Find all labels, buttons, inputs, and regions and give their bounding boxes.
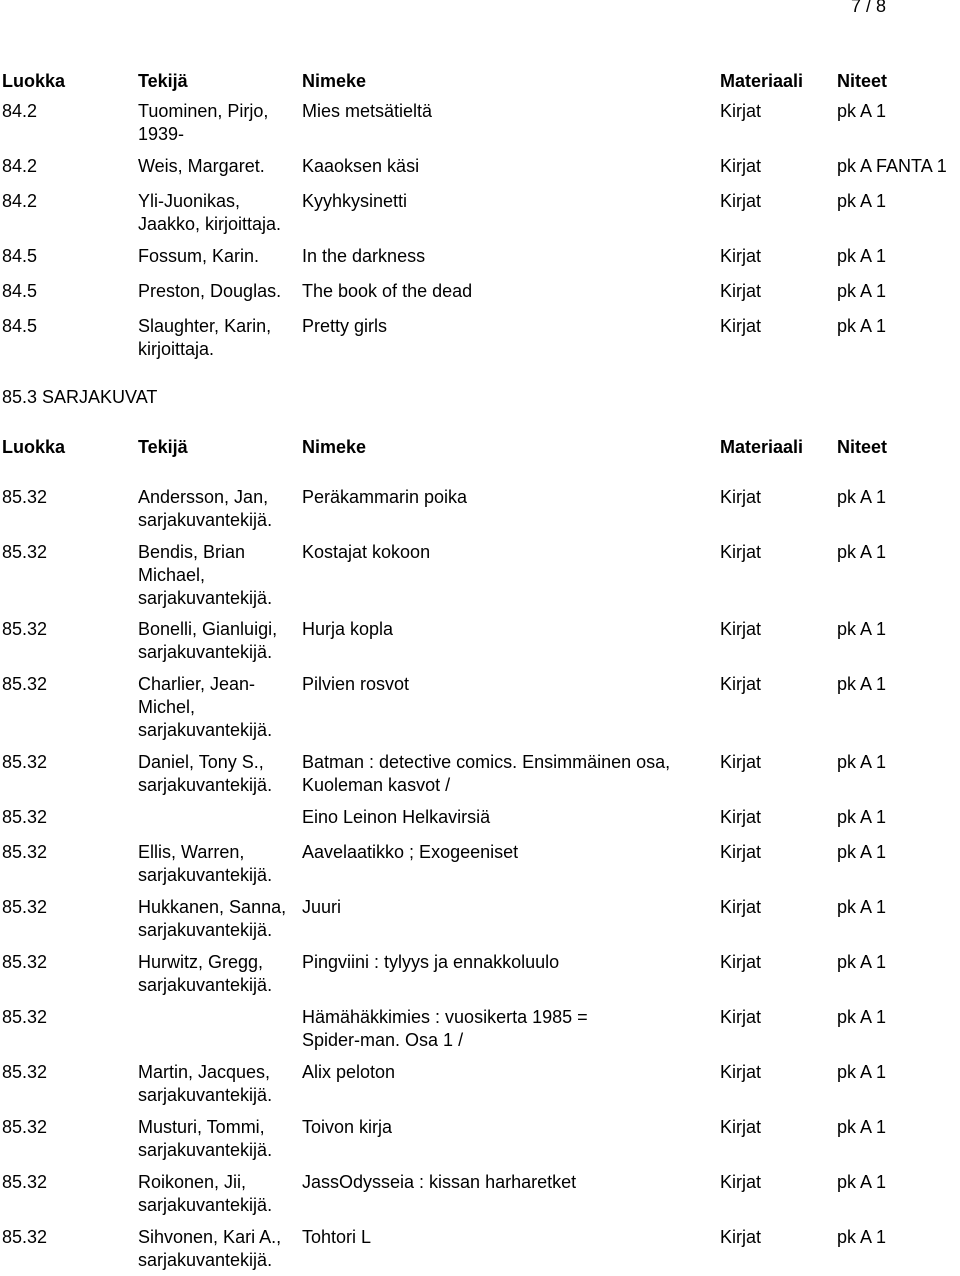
cell-tekija: Ellis, Warren, sarjakuvantekijä. — [138, 842, 273, 885]
cell-nimeke: Kostajat kokoon — [302, 542, 431, 562]
cell-materiaali: Kirjat — [720, 1227, 762, 1247]
cell-luokka: 84.2 — [2, 101, 38, 121]
table-row — [0, 951, 960, 1006]
table-row — [0, 806, 960, 841]
cell-luokka: 84.5 — [2, 246, 38, 266]
cell-nimeke: Hämähäkkimies : vuosikerta 1985 = Spider-man. Osa 1 / — [302, 1007, 588, 1050]
table-row — [0, 100, 960, 155]
cell-niteet: pk A 1 — [837, 1227, 887, 1247]
cell-tekija: Martin, Jacques, sarjakuvantekijä. — [138, 1062, 273, 1105]
cell-niteet: pk A 1 — [837, 191, 887, 211]
cell-materiaali: Kirjat — [720, 316, 762, 336]
cell-niteet: pk A 1 — [837, 1172, 887, 1192]
cell-nimeke: Mies metsätieltä — [302, 101, 433, 121]
table-row — [0, 486, 960, 541]
cell-niteet: pk A 1 — [837, 952, 887, 972]
cell-materiaali: Kirjat — [720, 1172, 762, 1192]
header-materiaali: Materiaali — [720, 71, 804, 91]
cell-niteet: pk A 1 — [837, 487, 887, 507]
cell-nimeke: Pilvien rosvot — [302, 674, 410, 694]
header-luokka: Luokka — [2, 437, 66, 457]
cell-materiaali: Kirjat — [720, 101, 762, 121]
header-niteet: Niteet — [837, 71, 888, 91]
cell-niteet: pk A FANTA 1 — [837, 156, 947, 176]
cell-nimeke: JassOdysseia : kissan harharetket — [302, 1172, 577, 1192]
cell-luokka: 85.32 — [2, 807, 48, 827]
header-materiaali: Materiaali — [720, 437, 804, 457]
table-header — [0, 70, 960, 100]
cell-luokka: 85.32 — [2, 752, 48, 772]
cell-luokka: 85.32 — [2, 674, 48, 694]
cell-materiaali: Kirjat — [720, 1007, 762, 1027]
cell-niteet: pk A 1 — [837, 807, 887, 827]
cell-luokka: 84.5 — [2, 316, 38, 336]
cell-luokka: 85.32 — [2, 542, 48, 562]
cell-niteet: pk A 1 — [837, 281, 887, 301]
cell-nimeke: Alix peloton — [302, 1062, 396, 1082]
cell-materiaali: Kirjat — [720, 246, 762, 266]
cell-nimeke: In the darkness — [302, 246, 426, 266]
cell-tekija: Musturi, Tommi, sarjakuvantekijä. — [138, 1117, 273, 1160]
cell-tekija: Daniel, Tony S., sarjakuvantekijä. — [138, 752, 273, 795]
cell-tekija: Andersson, Jan, sarjakuvantekijä. — [138, 487, 273, 530]
cell-luokka: 85.32 — [2, 487, 48, 507]
header-nimeke: Nimeke — [302, 71, 367, 91]
cell-luokka: 84.5 — [2, 281, 38, 301]
table-row — [0, 618, 960, 673]
cell-tekija: Preston, Douglas. — [138, 281, 282, 301]
cell-nimeke: Kyyhkysinetti — [302, 191, 408, 211]
cell-luokka: 85.32 — [2, 1117, 48, 1137]
cell-niteet: pk A 1 — [837, 752, 887, 772]
cell-tekija: Sihvonen, Kari A., sarjakuvantekijä. — [138, 1227, 282, 1270]
cell-luokka: 85.32 — [2, 1007, 48, 1027]
header-luokka: Luokka — [2, 71, 66, 91]
cell-tekija: Slaughter, Karin, kirjoittaja. — [138, 316, 272, 359]
cell-tekija: Hurwitz, Gregg, sarjakuvantekijä. — [138, 952, 273, 995]
table-section-2 — [0, 436, 960, 1276]
table-row — [0, 245, 960, 280]
cell-tekija: Tuominen, Pirjo, 1939- — [138, 101, 269, 144]
cell-niteet: pk A 1 — [837, 246, 887, 266]
table-header — [0, 436, 960, 486]
cell-luokka: 84.2 — [2, 191, 38, 211]
cell-tekija: Charlier, Jean-Michel, sarjakuvantekijä. — [138, 674, 273, 740]
cell-materiaali: Kirjat — [720, 752, 762, 772]
cell-niteet: pk A 1 — [837, 1062, 887, 1082]
cell-materiaali: Kirjat — [720, 619, 762, 639]
header-niteet: Niteet — [837, 437, 888, 457]
cell-nimeke: Eino Leinon Helkavirsiä — [302, 807, 491, 827]
table-row — [0, 841, 960, 896]
cell-nimeke: Hurja kopla — [302, 619, 394, 639]
cell-tekija: Roikonen, Jii, sarjakuvantekijä. — [138, 1172, 273, 1215]
cell-materiaali: Kirjat — [720, 952, 762, 972]
cell-nimeke: Peräkammarin poika — [302, 487, 468, 507]
table-row — [0, 541, 960, 618]
cell-luokka: 85.32 — [2, 952, 48, 972]
cell-tekija: Hukkanen, Sanna, sarjakuvantekijä. — [138, 897, 287, 940]
cell-niteet: pk A 1 — [837, 842, 887, 862]
cell-nimeke: Toivon kirja — [302, 1117, 393, 1137]
cell-luokka: 85.32 — [2, 842, 48, 862]
cell-materiaali: Kirjat — [720, 281, 762, 301]
cell-materiaali: Kirjat — [720, 1062, 762, 1082]
header-nimeke: Nimeke — [302, 437, 367, 457]
cell-nimeke: Aavelaatikko ; Exogeeniset — [302, 842, 519, 862]
cell-materiaali: Kirjat — [720, 487, 762, 507]
cell-niteet: pk A 1 — [837, 897, 887, 917]
cell-nimeke: The book of the dead — [302, 281, 473, 301]
cell-niteet: pk A 1 — [837, 316, 887, 336]
cell-materiaali: Kirjat — [720, 842, 762, 862]
cell-nimeke: Pretty girls — [302, 316, 388, 336]
cell-materiaali: Kirjat — [720, 191, 762, 211]
table-row — [0, 1061, 960, 1116]
table-row — [0, 751, 960, 806]
cell-tekija: Bendis, Brian Michael, sarjakuvantekijä. — [138, 542, 273, 608]
cell-nimeke: Kaaoksen käsi — [302, 156, 420, 176]
cell-niteet: pk A 1 — [837, 1117, 887, 1137]
cell-luokka: 85.32 — [2, 1062, 48, 1082]
cell-luokka: 85.32 — [2, 897, 48, 917]
cell-nimeke: Tohtori L — [302, 1227, 372, 1247]
table-row — [0, 1006, 960, 1061]
cell-tekija: Weis, Margaret. — [138, 156, 265, 176]
cell-tekija: Fossum, Karin. — [138, 246, 260, 266]
cell-materiaali: Kirjat — [720, 1117, 762, 1137]
cell-niteet: pk A 1 — [837, 1007, 887, 1027]
section-title: 85.3 SARJAKUVAT — [2, 387, 158, 407]
table-row — [0, 280, 960, 315]
header-tekija: Tekijä — [138, 71, 188, 91]
cell-nimeke: Batman : detective comics. Ensimmäinen osa, Kuoleman kasvot / — [302, 752, 671, 795]
page-number: 7 / 8 — [850, 0, 886, 16]
table-row — [0, 155, 960, 190]
cell-nimeke: Juuri — [302, 897, 342, 917]
cell-luokka: 85.32 — [2, 1172, 48, 1192]
cell-luokka: 84.2 — [2, 156, 38, 176]
cell-materiaali: Kirjat — [720, 674, 762, 694]
table-row — [0, 315, 960, 370]
cell-materiaali: Kirjat — [720, 807, 762, 827]
cell-luokka: 85.32 — [2, 1227, 48, 1247]
cell-tekija: Yli-Juonikas, Jaakko, kirjoittaja. — [138, 191, 282, 234]
cell-materiaali: Kirjat — [720, 542, 762, 562]
table-row — [0, 1171, 960, 1226]
table-section-1 — [0, 70, 960, 370]
cell-materiaali: Kirjat — [720, 156, 762, 176]
cell-niteet: pk A 1 — [837, 674, 887, 694]
cell-niteet: pk A 1 — [837, 619, 887, 639]
cell-niteet: pk A 1 — [837, 101, 887, 121]
cell-tekija: Bonelli, Gianluigi, sarjakuvantekijä. — [138, 619, 278, 662]
header-tekija: Tekijä — [138, 437, 188, 457]
cell-luokka: 85.32 — [2, 619, 48, 639]
cell-nimeke: Pingviini : tylyys ja ennakkoluulo — [302, 952, 560, 972]
table-row — [0, 673, 960, 751]
table-row — [0, 190, 960, 245]
table-row — [0, 1116, 960, 1171]
cell-niteet: pk A 1 — [837, 542, 887, 562]
table-row — [0, 896, 960, 951]
cell-materiaali: Kirjat — [720, 897, 762, 917]
table-row — [0, 1226, 960, 1276]
